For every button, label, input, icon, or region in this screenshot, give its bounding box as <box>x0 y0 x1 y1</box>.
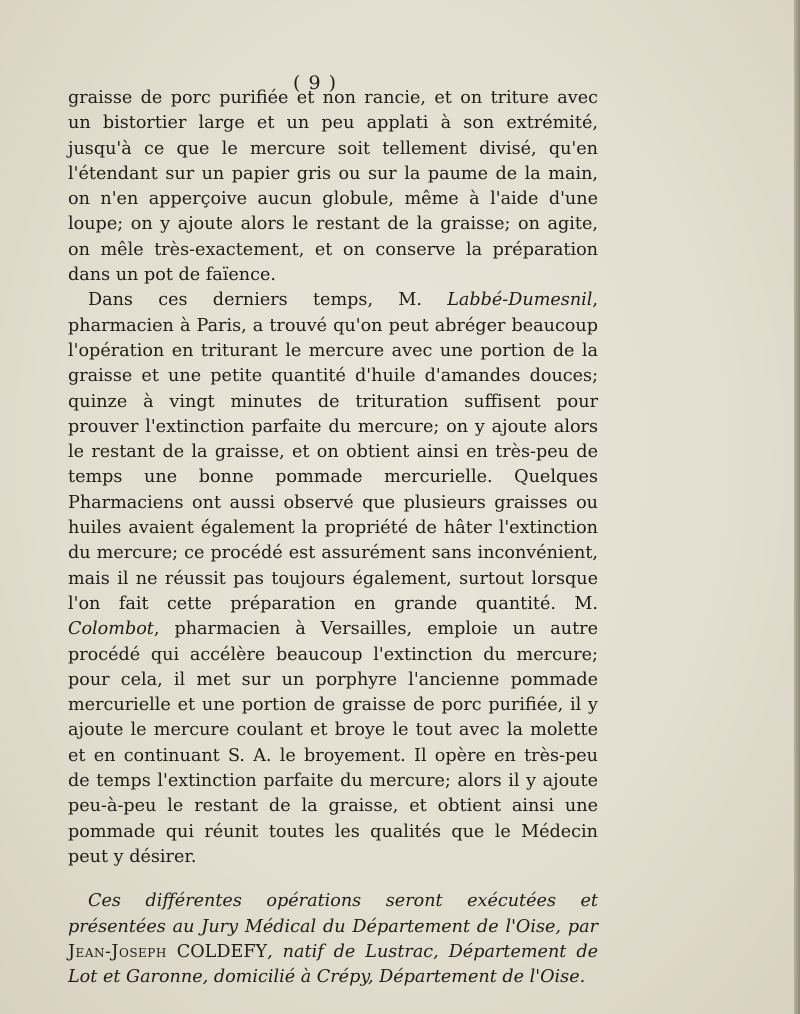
name-colombot: Colombot <box>68 619 154 640</box>
paragraph-2-part-2: , pharmacien à Paris, a trouvé qu'on peut abréger beaucoup l'opération en triturant le mercure avec une portion de la graisse et une petite quantité d'huile d'amandes douces; quinze à vingt minutes de trituration suffisent pour prouver l'extinction parfaite du mercure; on y ajoute alors le restant de la graisse, et on obtient ainsi en très-peu de temps une bonne pommade mercurielle. Quelques Pharmaciens ont aussi observé que plusieurs graisses ou huiles avaient également la propriété de hâter l'extinction du mercure; ce procédé est assurément sans inconvénient, mais il ne réussit pas toujours également, surtout lorsque l'on fait cette préparation en grande quantité. M. <box>68 290 598 614</box>
author-given-name: Jean-Joseph <box>68 941 167 962</box>
page-number: ( 9 ) <box>293 72 337 94</box>
paragraph-2-part-1: Dans ces derniers temps, M. <box>88 290 448 311</box>
closing-paragraph <box>68 889 598 990</box>
paragraph-2-part-3: , pharmacien à Versailles, emploie un autre procédé qui accélère beaucoup l'extinction du mercure; pour cela, il met sur un porphyre l'ancienne pommade mercurielle et une portion de graisse de porc purifiée, il y ajoute le mercure coulant et broye le tout avec la molette et en continuant S. A. le broyement. Il opère en très-peu de temps l'extinction parfaite du mercure; alors il y ajoute peu-à-peu le restant de la graisse, et obtient ainsi une pommade qui réunit toutes les qualités que le Médecin peut y désirer. <box>68 619 598 867</box>
body-text <box>68 86 598 990</box>
paragraph-1: graisse de porc purifiée et non rancie, et on triture avec un bistortier large et un peu applati à son extrémité, jusqu'à ce que le mercure soit tellement divisé, qu'en l'étendant sur un papier gris ou sur la paume de la main, on n'en apperçoive aucun globule, même à l'aide d'une loupe; on y ajoute alors le restant de la graisse; on agite, on mêle très-exactement, et on conserve la préparation dans un pot de faïence. <box>68 88 598 286</box>
page-edge-shadow <box>794 0 800 1014</box>
author-surname: COLDEFY <box>176 941 268 962</box>
name-labbe-dumesnil: Labbé-Dumesnil <box>447 290 593 311</box>
closing-part-1: Ces différentes opérations seront exécutées et présentées au Jury Médical du Département de l'Oise, par <box>68 891 598 937</box>
closing-part-2: , natif de Lustrac, Département de Lot et Garonne, domicilié à Crépy, Département de l'Oise. <box>68 941 598 988</box>
paragraph-2 <box>68 288 598 870</box>
